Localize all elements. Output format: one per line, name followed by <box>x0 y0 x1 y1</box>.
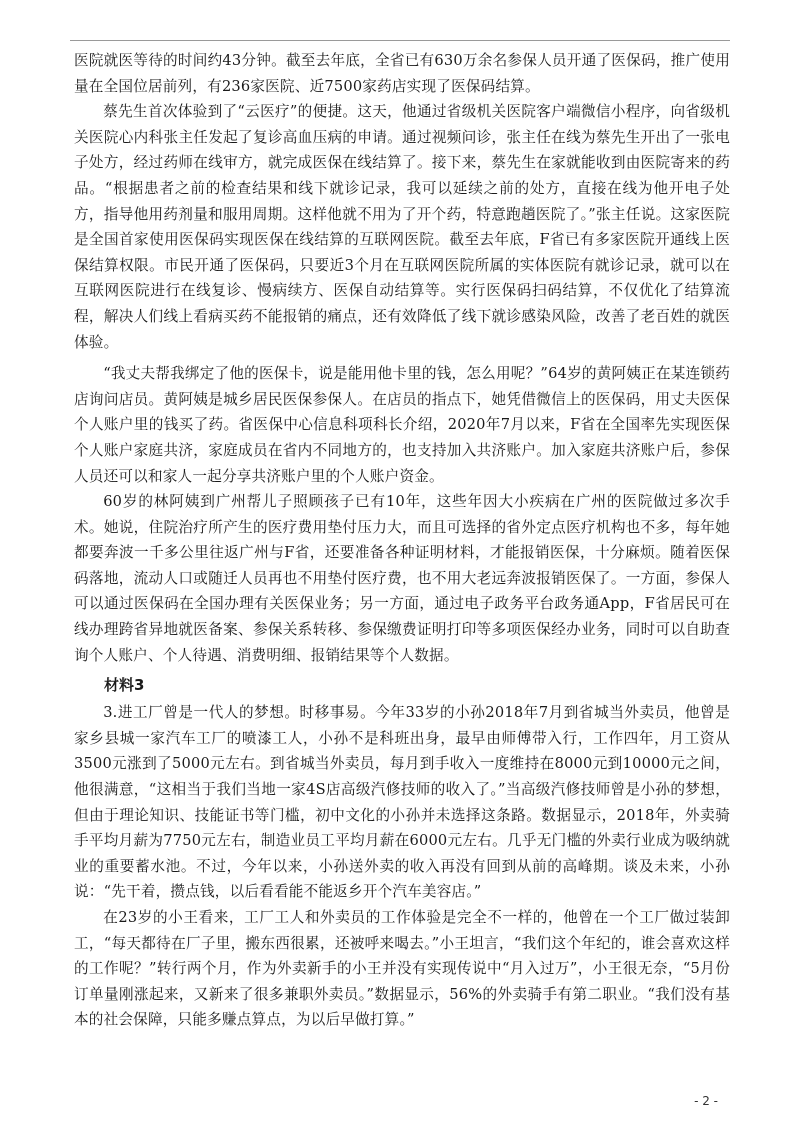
paragraph-delivery-wang: 在23岁的小王看来，工厂工人和外卖员的工作体验是完全不一样的，他曾在一个工厂做过装卸工，“每天都待在厂子里，搬东西很累，还被呼来喝去。”小王坦言，“我们这个年纪的，谁会喜欢这样的工作呢？”转行两个月，作为外卖新手的小王并没有实现传说中“月入过万”，小王很无奈，“5月份订单量刚涨起来，又新来了很多兼职外卖员。”数据显示，56%的外卖骑手有第二职业。“我们没有基本的社会保障，只能多赚点算点，为以后早做打算。” <box>74 909 730 1029</box>
page-body <box>74 48 730 1033</box>
paragraph-cross-province: 60岁的林阿姨到广州帮儿子照顾孩子已有10年，这些年因大小疾病在广州的医院做过多次手术。她说，住院治疗所产生的医疗费用垫付压力大，而且可选择的省外定点医疗机构也不多，每年她都要奔波一千多公里往返广州与F省，还要准备各种证明材料，才能报销医保，十分麻烦。随着医保码落地，流动人口或随迁人员再也不用垫付医疗费，也不用大老远奔波报销医保了。一方面，参保人可以通过医保码在全国办理有关医保业务；另一方面，通过电子政务平台政务通App，F省居民可在线办理跨省异地就医备案、参保关系转移、参保缴费证明打印等多项医保经办业务，同时可以自助查询个人账户、个人待遇、消费明细、报销结果等个人数据。 <box>74 493 730 664</box>
header-rule <box>70 40 730 41</box>
paragraph-hospital-wait: 医院就医等待的时间约43分钟。截至去年底，全省已有630万余名参保人员开通了医保码，推广使用量在全国位居前列，有236家医院、近7500家药店实现了医保码结算。 <box>74 52 730 95</box>
paragraph-delivery-sun: 3.进工厂曾是一代人的梦想。时移事易。今年33岁的小孙2018年7月到省城当外卖员，他曾是家乡县城一家汽车工厂的喷漆工人，小孙不是科班出身，最早由师傅带入行，工作四年，月工资从3500元涨到了5000元左右。到省城当外卖员，每月到手收入一度维持在8000元到10000元之间，他很满意，“这相当于我们当地一家4S店高级汽修技师的收入了。”当高级汽修技师曾是小孙的梦想，但由于理论知识、技能证书等门槛，初中文化的小孙并未选择这条路。数据显示，2018年，外卖骑手平均月薪为7750元左右，制造业员工平均月薪在6000元左右。几乎无门槛的外卖行业成为吸纳就业的重要蓄水池。不过，今年以来，小孙送外卖的收入再没有回到从前的高峰期。谈及未来，小孙说：“先干着，攒点钱，以后看看能不能返乡开个汽车美容店。” <box>74 704 730 901</box>
page-number: - 2 - <box>694 1094 718 1108</box>
paragraph-family-account: “我丈夫帮我绑定了他的医保卡，说是能用他卡里的钱，怎么用呢？”64岁的黄阿姨正在某连锁药店询问店员。黄阿姨是城乡居民医保参保人。在店员的指点下，她凭借微信上的医保码，用丈夫医保个人账户里的钱买了药。省医保中心信息科项科长介绍，2020年7月以来，F省在全国率先实现医保个人账户家庭共济，家庭成员在省内不同地方的，也支持加入共济账户。加入家庭共济账户后，参保人员还可以和家人一起分享共济账户里的个人账户资金。 <box>74 365 730 485</box>
section-heading: 材料3 <box>104 676 145 695</box>
paragraph-cloud-medical: 蔡先生首次体验到了“云医疗”的便捷。这天，他通过省级机关医院客户端微信小程序，向省级机关医院心内科张主任发起了复诊高血压病的申请。通过视频问诊，张主任在线为蔡先生开出了一张电子处方，经过药师在线审方，就完成医保在线结算了。接下来，蔡先生在家就能收到由医院寄来的药品。“根据患者之前的检查结果和线下就诊记录，我可以延续之前的处方，直接在线为他开电子处方，指导他用药剂量和服用周期。这样他就不用为了开个药，特意跑趟医院了。”张主任说。这家医院是全国首家使用医保码实现医保在线结算的互联网医院。截至去年底，F省已有多家医院开通线上医保结算权限。市民开通了医保码，只要近3个月在互联网医院所属的实体医院有就诊记录，就可以在互联网医院进行在线复诊、慢病续方、医保自动结算等。实行医保码扫码结算，不仅优化了结算流程，解决人们线上看病买药不能报销的痛点，还有效降低了线下就诊感染风险，改善了老百姓的就医体验。 <box>74 103 730 351</box>
